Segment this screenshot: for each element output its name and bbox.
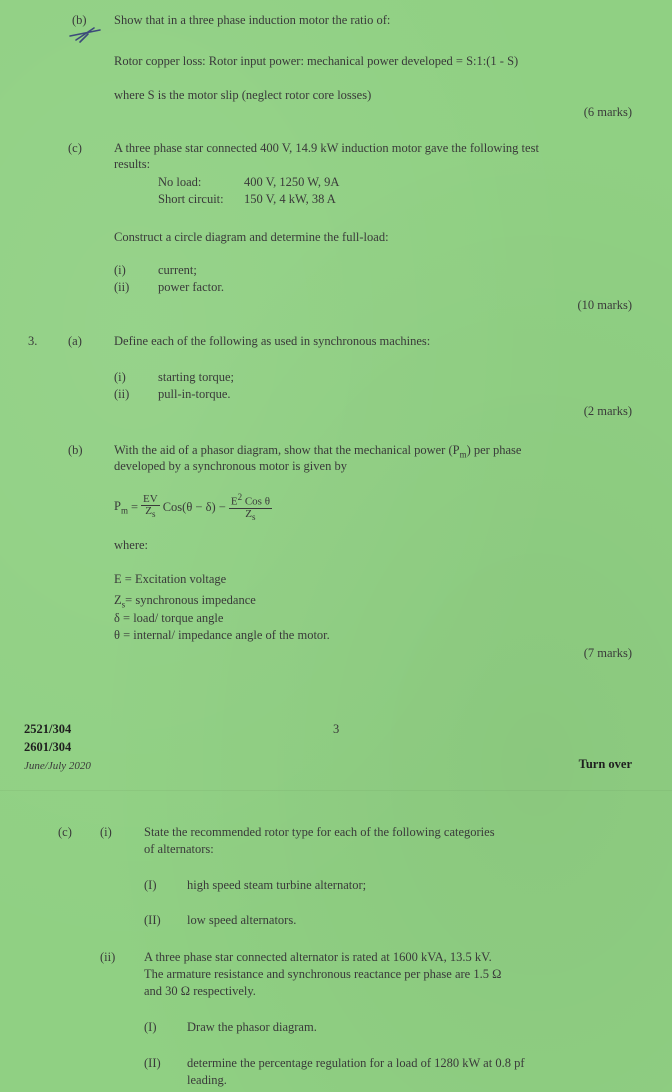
q3a-text: Define each of the following as used in synchronous machines:: [114, 334, 431, 348]
q3c-ii-line2: The armature resistance and synchronous reactance per phase are 1.5 Ω: [144, 967, 502, 981]
q3b-where: where:: [114, 538, 149, 552]
q3c-ii-item-text: determine the percentage regulation for a load of 1280 kW at 0.8 pf: [187, 1056, 525, 1070]
q3a-item-text: pull-in-torque.: [158, 387, 231, 401]
q2c-item-text: current;: [158, 263, 197, 277]
q3c-label: (c): [58, 825, 72, 839]
paper-code-2: 2601/304: [24, 740, 72, 754]
def-load-angle: δ = load/ torque angle: [114, 611, 224, 625]
q2b-line3: where S is the motor slip (neglect rotor core losses): [114, 88, 372, 102]
q3c-i-item-num: (II): [144, 913, 161, 927]
q3a-marks: (2 marks): [583, 404, 632, 418]
q3c-i-line1: State the recommended rotor type for each of the following categories: [144, 825, 495, 839]
q3-number: 3.: [28, 334, 38, 348]
q2c-item-num: (i): [114, 263, 126, 277]
exam-date: June/July 2020: [24, 760, 91, 772]
fraction-e2cos-zs: $\frac{E^2 Cos \theta}{Z_s}$: [230, 492, 270, 522]
q3c-ii-line3: and 30 Ω respectively.: [144, 984, 256, 998]
q3c-ii-item-num: (I): [144, 1020, 157, 1034]
q2c-instruction: Construct a circle diagram and determine the full-load:: [114, 230, 389, 244]
noload-label: No load:: [158, 175, 202, 189]
q3c-ii-item-num: (II): [144, 1056, 161, 1070]
q2b-label: (b): [72, 13, 87, 27]
q3b-line1: With the aid of a phasor diagram, show that the mechanical power $(P_m)$ per phase: [114, 443, 522, 460]
q3c-ii-item-text-cont: leading.: [187, 1073, 227, 1087]
q2c-marks: (10 marks): [577, 298, 632, 312]
q3c-ii-line1: A three phase star connected alternator is rated at 1600 kVA, 13.5 kV.: [144, 950, 492, 964]
q2b-line2: Rotor copper loss: Rotor input power: mechanical power developed = S:1:(1 - S): [114, 54, 519, 68]
q3c-ii-item-text: Draw the phasor diagram.: [187, 1020, 317, 1034]
q2c-item-num: (ii): [114, 280, 130, 294]
noload-value: 400 V, 1250 W, 9A: [244, 175, 340, 189]
q3c-i-item-num: (I): [144, 878, 157, 892]
page-break: [0, 790, 672, 791]
q3b-label: (b): [68, 443, 83, 457]
q2b-line1: Show that in a three phase induction motor the ratio of:: [114, 13, 391, 27]
power-equation: $P_m$ = $\frac{EV}{Z_s}$ Cos(θ − δ) − $\frac{E^2 Cos \theta}{Z_s}$: [114, 492, 270, 522]
q3b-line2: developed by a synchronous motor is given by: [114, 459, 347, 473]
def-excitation: E = Excitation voltage: [114, 572, 227, 586]
q3c-i-item-text: low speed alternators.: [187, 913, 297, 927]
turn-over: Turn over: [578, 757, 632, 771]
q2c-line1: A three phase star connected 400 V, 14.9 kW induction motor gave the following test: [114, 141, 539, 155]
q3a-item-num: (ii): [114, 387, 130, 401]
q3c-i-line2: of alternators:: [144, 842, 214, 856]
q3b-marks: (7 marks): [583, 646, 632, 660]
q3c-i-item-text: high speed steam turbine alternator;: [187, 878, 367, 892]
q2c-line2: results:: [114, 157, 151, 171]
shortcircuit-value: 150 V, 4 kW, 38 A: [244, 192, 336, 206]
q2c-item-text: power factor.: [158, 280, 224, 294]
def-internal-angle: θ = internal/ impedance angle of the motor.: [114, 628, 330, 642]
q3c-i-num: (i): [100, 825, 112, 839]
q2b-marks: (6 marks): [583, 105, 632, 119]
q3a-label: (a): [68, 334, 82, 348]
def-impedance: $Z_s=$ synchronous impedance: [114, 593, 256, 610]
page-number: 3: [333, 722, 340, 736]
shortcircuit-label: Short circuit:: [158, 192, 224, 206]
paper-code-1: 2521/304: [24, 722, 72, 736]
q3c-ii-num: (ii): [100, 950, 116, 964]
q3a-item-num: (i): [114, 370, 126, 384]
q3a-item-text: starting torque;: [158, 370, 235, 384]
fraction-ev-zs: $\frac{EV}{Z_s}$: [143, 493, 158, 520]
q2c-label: (c): [68, 141, 82, 155]
